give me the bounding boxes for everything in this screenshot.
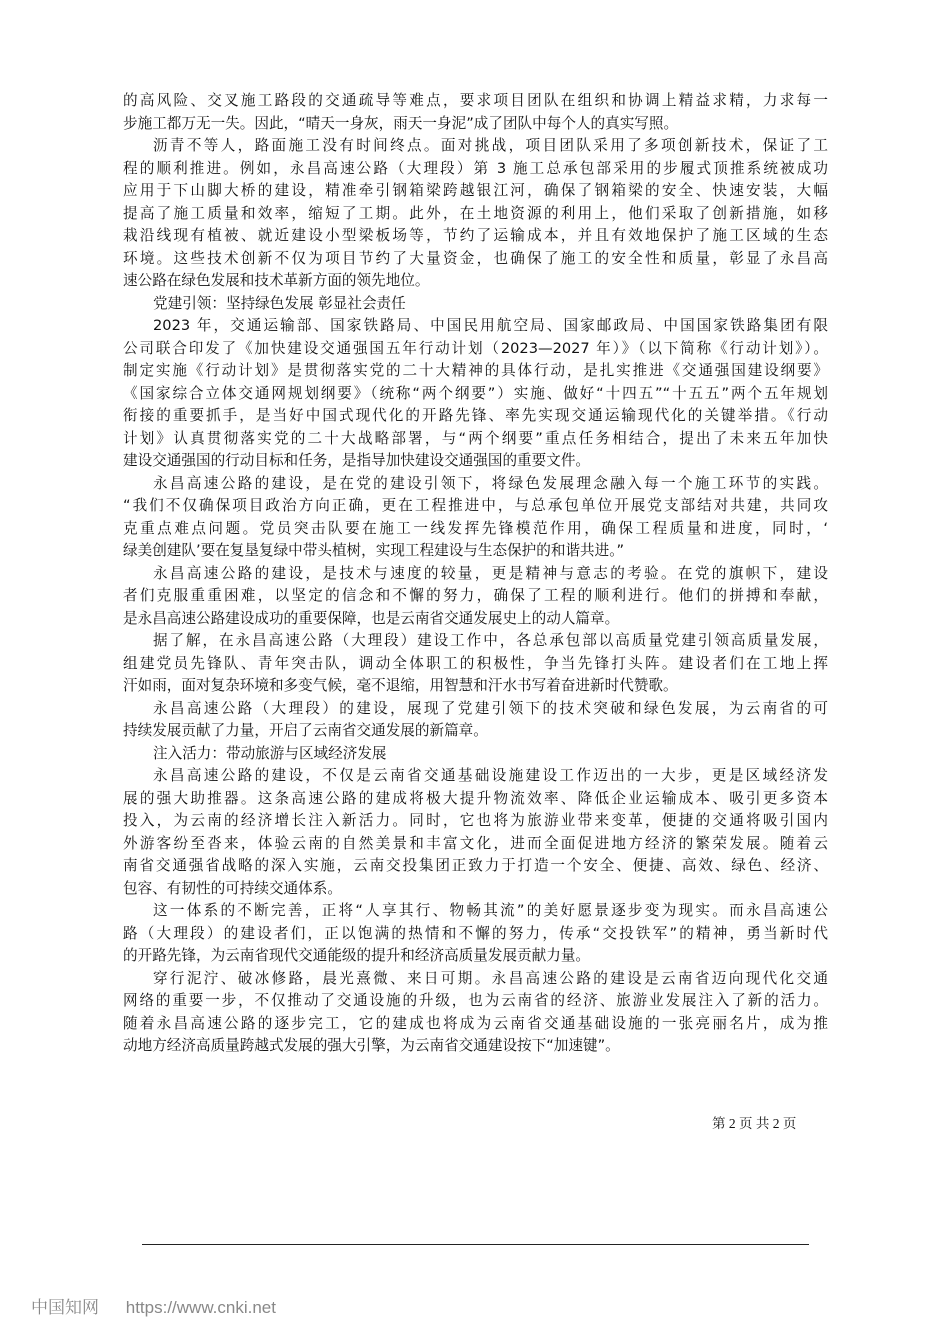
text-line: 南省交通强省战略的深入实施，云南交投集团正致力于打造一个安全、便捷、高效、绿色、经济、 bbox=[123, 857, 828, 874]
text-line: 注入活力：带动旅游与区域经济发展 bbox=[153, 744, 387, 762]
paragraph bbox=[123, 765, 828, 900]
text-line: 建设交通强国的行动目标和任务，是指导加快建设交通强国的重要文件。 bbox=[123, 452, 591, 469]
text-line: 路（大理段）的建设者们，正以饱满的热情和不懈的努力，传承“交投铁军”的精神，勇当新时代 bbox=[123, 924, 828, 942]
text-line: 持续发展贡献了力量，开启了云南省交通发展的新篇章。 bbox=[123, 722, 488, 739]
paragraph bbox=[123, 473, 828, 563]
paragraph bbox=[123, 90, 828, 135]
text-line: 随着永昌高速公路的逐步完工，它的建成也将成为云南省交通基础设施的一张亮丽名片，成为推 bbox=[123, 1014, 828, 1032]
text-line: 应用于下山脚大桥的建设，精准牵引钢箱梁跨越银江河，确保了钢箱梁的安全、快速安装，大幅 bbox=[123, 182, 828, 199]
text-line: “我们不仅确保项目政治方向正确，更在工程推进中，与总承包单位开展党支部结对共建，共同攻 bbox=[123, 497, 828, 514]
text-line: 衔接的重要抓手，是当好中国式现代化的开路先锋、率先实现交通运输现代化的关键举措。《行动 bbox=[123, 407, 828, 424]
text-line: 包容、有韧性的可持续交通体系。 bbox=[123, 879, 342, 897]
text-line: 《国家综合立体交通网规划纲要》（统称“两个纲要”）实施、做好“十四五”“十五五”两个五年规划 bbox=[123, 384, 828, 402]
text-line: 计划》认真贯彻落实党的二十大战略部署，与“两个纲要”重点任务相结合，提出了未来五年加快 bbox=[123, 429, 828, 447]
text-line: 永昌高速公路的建设，是在党的建设引领下，将绿色发展理念融入每一个施工环节的实践。 bbox=[153, 474, 828, 492]
paragraph bbox=[123, 293, 828, 316]
paragraph bbox=[123, 563, 828, 631]
text-line: 提高了施工质量和效率，缩短了工期。此外，在土地资源的利用上，他们采取了创新措施，如移 bbox=[123, 204, 828, 222]
text-line: 动地方经济高质量跨越式发展的强大引擎，为云南省交通建设按下“加速键”。 bbox=[123, 1037, 620, 1054]
text-line: 的高风险、交叉施工路段的交通疏导等难点，要求项目团队在组织和协调上精益求精，力求每一 bbox=[123, 92, 828, 109]
text-line: 投入，为云南的经济增长注入新活力。同时，它也将为旅游业带来变革，便捷的交通将吸引国内 bbox=[123, 812, 828, 829]
text-line: 党建引领：坚持绿色发展 彰显社会责任 bbox=[153, 294, 406, 312]
text-line: 的开路先锋，为云南省现代交通能级的提升和经济高质量发展贡献力量。 bbox=[123, 947, 591, 964]
text-line: 组建党员先锋队、青年突击队，调动全体职工的积极性，争当先锋打头阵。建设者们在工地上挥 bbox=[123, 654, 828, 672]
text-line: 2023 年，交通运输部、国家铁路局、中国民用航空局、国家邮政局、中国国家铁路集团有限 bbox=[153, 317, 828, 334]
text-line: 汗如雨，面对复杂环境和多变气候，毫不退缩，用智慧和汗水书写着奋进新时代赞歌。 bbox=[123, 677, 678, 694]
text-line: 这一体系的不断完善，正将“人享其行、物畅其流”的美好愿景逐步变为现实。而永昌高速公 bbox=[153, 902, 828, 919]
text-line: 外游客纷至沓来，体验云南的自然美景和丰富文化，进而全面促进地方经济的繁荣发展。随着云 bbox=[123, 834, 828, 852]
text-line: 绿美创建队’要在复垦复绿中带头植树，实现工程建设与生态保护的和谐共进。” bbox=[123, 542, 625, 559]
footer-divider bbox=[142, 1244, 809, 1245]
paragraph bbox=[123, 315, 828, 473]
text-line: 程的顺利推进。例如，永昌高速公路（大理段）第 3 施工总承包部采用的步履式顶推系统被成功 bbox=[123, 159, 828, 177]
paragraph bbox=[123, 900, 828, 968]
text-line: 永昌高速公路的建设，不仅是云南省交通基础设施建设工作迈出的一大步，更是区域经济发 bbox=[153, 767, 828, 784]
article-body bbox=[123, 90, 828, 1058]
text-line: 网络的重要一步，不仅推动了交通设施的升级，也为云南省的经济、旅游业发展注入了新的活力。 bbox=[123, 992, 828, 1009]
text-line: 环境。这些技术创新不仅为项目节约了大量资金，也确保了施工的安全性和质量，彰显了永昌高 bbox=[123, 249, 828, 267]
text-line: 据了解，在永昌高速公路（大理段）建设工作中，各总承包部以高质量党建引领高质量发展， bbox=[153, 632, 828, 649]
paragraph bbox=[123, 698, 828, 743]
page-number: 第 2 页 共 2 页 bbox=[712, 1116, 797, 1131]
text-line: 者们克服重重困难，以坚定的信念和不懈的努力，确保了工程的顺利进行。他们的拼搏和奉献， bbox=[123, 587, 828, 604]
footer-watermark bbox=[31, 1293, 276, 1318]
cnki-url: https://www.cnki.net bbox=[125, 1298, 276, 1317]
paragraph bbox=[123, 135, 828, 293]
text-line: 速公路在绿色发展和技术革新方面的领先地位。 bbox=[123, 272, 430, 289]
paragraph bbox=[123, 630, 828, 698]
text-line: 栽沿线现有植被、就近建设小型梁板场等，节约了运输成本，并且有效地保护了施工区域的生态 bbox=[123, 227, 828, 244]
text-line: 克重点难点问题。党员突击队要在施工一线发挥先锋模范作用，确保工程质量和进度，同时，‘ bbox=[123, 519, 828, 537]
paragraph bbox=[123, 968, 828, 1058]
text-line: 是永昌高速公路建设成功的重要保障，也是云南省交通发展史上的动人篇章。 bbox=[123, 609, 620, 627]
text-line: 永昌高速公路（大理段）的建设，展现了党建引领下的技术突破和绿色发展，为云南省的可 bbox=[153, 699, 828, 717]
text-line: 永昌高速公路的建设，是技术与速度的较量，更是精神与意志的考验。在党的旗帜下，建设 bbox=[153, 564, 828, 582]
paragraph bbox=[123, 743, 828, 766]
text-line: 步施工都万无一失。因此，“晴天一身灰，雨天一身泥”成了团队中每个人的真实写照。 bbox=[123, 114, 679, 132]
text-line: 沥青不等人，路面施工没有时间终点。面对挑战，项目团队采用了多项创新技术，保证了工 bbox=[153, 137, 828, 154]
cnki-logo: 中国知网 bbox=[31, 1298, 99, 1317]
text-line: 穿行泥泞、破冰修路，晨光熹微、来日可期。永昌高速公路的建设是云南省迈向现代化交通 bbox=[153, 969, 828, 987]
text-line: 公司联合印发了《加快建设交通强国五年行动计划（2023—2027 年）》（以下简称《行动计划》）。 bbox=[123, 339, 828, 357]
text-line: 制定实施《行动计划》是贯彻落实党的二十大精神的具体行动，是扎实推进《交通强国建设纲要》 bbox=[123, 362, 828, 379]
text-line: 展的强大助推器。这条高速公路的建成将极大提升物流效率、降低企业运输成本、吸引更多资本 bbox=[123, 789, 828, 807]
